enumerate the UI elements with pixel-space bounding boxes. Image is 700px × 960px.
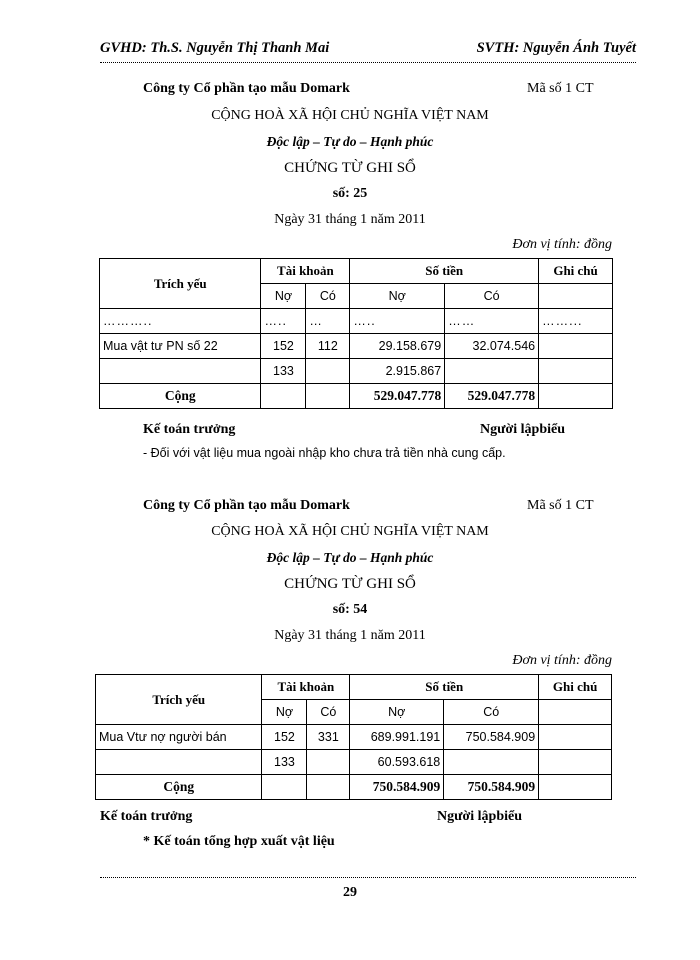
page-number: 29 [343,885,357,900]
sign-preparer: Người lậpbiểu [437,809,523,824]
col-header-trich-yeu: Trích yếu [96,675,262,725]
cell-note [539,334,613,359]
motto: Độc lập – Tự do – Hạnh phúc [266,550,434,565]
cell-tien-co [444,750,539,775]
currency-unit: Đơn vị tính: đồng [512,237,612,252]
cell-tien-co [445,359,539,384]
cell-note [539,750,612,775]
voucher-number: số: 54 [332,602,368,617]
footer-rule [100,877,636,878]
cell-desc [96,750,262,775]
form-code: Mã số 1 CT [527,81,594,96]
table-row [96,725,612,750]
header-instructor: GVHD: Th.S. Nguyễn Thị Thanh Mai [100,40,330,56]
voucher-title: CHỨNG TỪ GHI SỔ [284,160,416,176]
form-code: Mã số 1 CT [527,498,594,513]
subheader-note-empty [539,700,612,725]
col-header-so-tien: Số tiền [350,675,539,700]
total-empty [306,384,350,409]
cell-tk-co [307,750,350,775]
total-no: 750.584.909 [350,775,444,800]
subheader-tk-no: Nợ [262,700,307,725]
cell-tien-co: …… [445,309,539,334]
motto: Độc lập – Tự do – Hạnh phúc [266,134,434,149]
sign-chief-accountant: Kế toán trưởng [100,809,193,824]
total-empty [539,384,613,409]
note-line: - Đối với vật liệu mua ngoài nhập kho chưa trả tiền nhà cung cấp. [143,446,506,460]
company-name: Công ty Cổ phần tạo mẫu Domark [143,81,350,96]
header-student: SVTH: Nguyễn Ánh Tuyết [476,40,636,56]
nation-title: CỘNG HOÀ XÃ HỘI CHỦ NGHĨA VIỆT NAM [211,524,489,539]
cell-note [539,359,613,384]
total-empty [307,775,350,800]
cell-tk-no: 133 [261,359,306,384]
voucher-number: số: 25 [332,186,368,201]
col-header-ghi-chu: Ghi chú [539,259,613,284]
cell-tien-no: ….. [350,309,445,334]
sign-chief-accountant: Kế toán trưởng [143,422,236,437]
cell-tk-co: 331 [307,725,350,750]
total-row [96,775,612,800]
col-header-tai-khoan: Tài khoản [261,259,350,284]
cell-desc: Mua vật tư PN số 22 [100,334,261,359]
cell-desc [100,359,261,384]
total-row [100,384,613,409]
col-header-ghi-chu: Ghi chú [539,675,612,700]
voucher-title: CHỨNG TỪ GHI SỔ [284,576,416,592]
total-label: Cộng [100,384,261,409]
cell-tk-co: 112 [306,334,350,359]
total-empty [539,775,612,800]
voucher-date: Ngày 31 tháng 1 năm 2011 [274,628,426,643]
total-label: Cộng [96,775,262,800]
subheader-tien-no: Nợ [350,700,444,725]
cell-tien-no: 60.593.618 [350,750,444,775]
table-row [100,309,613,334]
cell-tk-no: 152 [262,725,307,750]
voucher-table [95,674,612,800]
nation-title: CỘNG HOÀ XÃ HỘI CHỦ NGHĨA VIỆT NAM [211,108,489,123]
cell-tk-no: 152 [261,334,306,359]
table-row [96,750,612,775]
col-header-so-tien: Số tiền [350,259,539,284]
total-empty [262,775,307,800]
section-heading: * Kế toán tổng hợp xuất vật liệu [143,834,335,849]
col-header-tai-khoan: Tài khoản [262,675,350,700]
total-no: 529.047.778 [350,384,445,409]
subheader-tk-co: Có [306,284,350,309]
subheader-tk-co: Có [307,700,350,725]
total-co: 750.584.909 [444,775,539,800]
currency-unit: Đơn vị tính: đồng [512,653,612,668]
subheader-tien-co: Có [444,700,539,725]
cell-desc: Mua Vtư nợ người bán [96,725,262,750]
subheader-tien-co: Có [445,284,539,309]
table-row [100,359,613,384]
company-name: Công ty Cổ phần tạo mẫu Domark [143,498,350,513]
cell-tk-co: … [306,309,350,334]
header-rule [100,62,636,63]
cell-note: ……... [539,309,613,334]
cell-tk-no: ….. [261,309,306,334]
cell-tien-co: 32.074.546 [445,334,539,359]
cell-tk-no: 133 [262,750,307,775]
subheader-tien-no: Nợ [350,284,445,309]
sign-preparer: Người lậpbiểu [480,422,566,437]
voucher-table [99,258,613,409]
voucher-date: Ngày 31 tháng 1 năm 2011 [274,212,426,227]
subheader-tk-no: Nợ [261,284,306,309]
cell-tien-no: 2.915.867 [350,359,445,384]
cell-tien-no: 689.991.191 [350,725,444,750]
subheader-note-empty [539,284,613,309]
col-header-trich-yeu: Trích yếu [100,259,261,309]
table-row [100,334,613,359]
cell-tk-co [306,359,350,384]
total-co: 529.047.778 [445,384,539,409]
total-empty [261,384,306,409]
cell-desc: ……….. [100,309,261,334]
cell-tien-no: 29.158.679 [350,334,445,359]
cell-note [539,725,612,750]
cell-tien-co: 750.584.909 [444,725,539,750]
